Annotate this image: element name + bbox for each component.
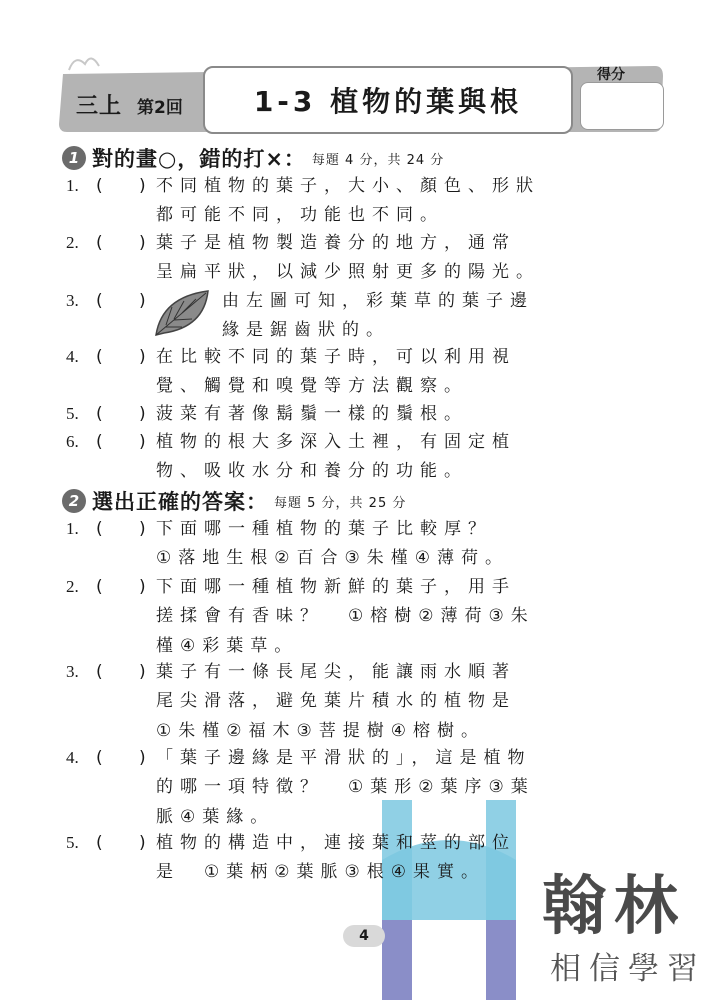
- question-text: 菠菜有著像鬍鬚一樣的鬚根。: [156, 404, 468, 424]
- answer-blank-close: ): [139, 833, 146, 853]
- question-text: 緣是鋸齒狀的。: [222, 320, 390, 340]
- answer-blank-close: ): [139, 662, 146, 682]
- answer-blank[interactable]: (: [96, 404, 103, 424]
- answer-blank-close: ): [139, 233, 146, 253]
- answer-blank-close: ): [139, 748, 146, 768]
- answer-blank[interactable]: (: [96, 176, 103, 196]
- lesson-title-text: 1-3 植物的葉與根: [253, 85, 523, 118]
- question-number: 1.: [66, 519, 79, 538]
- answer-blank[interactable]: (: [96, 748, 103, 768]
- question-options: 是 ①葉柄②葉脈③根④果實。: [156, 862, 485, 882]
- answer-blank-close: ): [139, 404, 146, 424]
- question-text: 不同植物的葉子，大小、顏色、形狀: [156, 176, 540, 196]
- answer-blank-close: ): [139, 432, 146, 452]
- question-text: 葉子有一條長尾尖，能讓雨水順著: [156, 662, 516, 682]
- question-text: 植物的構造中，連接葉和莖的部位: [156, 833, 516, 853]
- question-text: 「葉子邊緣是平滑狀的」，這是植物: [156, 748, 532, 768]
- question-text: 由左圖可知，彩葉草的葉子邊: [222, 291, 534, 311]
- answer-blank[interactable]: (: [96, 347, 103, 367]
- question-text: 下面哪一種植物新鮮的葉子，用手: [156, 577, 516, 597]
- section-title: 選出正確的答案：: [92, 490, 268, 514]
- question-text: 覺、觸覺和嗅覺等方法觀察。: [156, 376, 468, 396]
- section-2-heading: [62, 488, 406, 514]
- section-number-badge: 2: [62, 489, 86, 513]
- answer-blank[interactable]: (: [96, 432, 103, 452]
- question-text: 都可能不同，功能也不同。: [156, 205, 444, 225]
- page-number: 4: [343, 925, 385, 947]
- question-options: ①落地生根②百合③朱槿④薄荷。: [156, 548, 509, 568]
- score-label: 得分: [597, 67, 625, 83]
- question-text: 的哪一項特徵？ ①葉形②葉序③葉: [156, 777, 535, 797]
- lesson-title: [203, 66, 573, 134]
- question-options: 脈④葉緣。: [156, 807, 275, 827]
- question-options: 槿④彩葉草。: [156, 636, 299, 656]
- session-label: 第2回: [137, 98, 183, 118]
- brand-tagline: 相信學習: [550, 951, 706, 987]
- answer-blank[interactable]: (: [96, 833, 103, 853]
- answer-blank[interactable]: (: [96, 519, 103, 539]
- answer-blank[interactable]: (: [96, 577, 103, 597]
- question-number: 3.: [66, 662, 79, 681]
- question-number: 5.: [66, 404, 79, 423]
- question-text: 呈扁平狀，以減少照射更多的陽光。: [156, 262, 540, 282]
- answer-blank[interactable]: (: [96, 291, 103, 311]
- question-number: 3.: [66, 291, 79, 310]
- answer-blank-close: ): [139, 347, 146, 367]
- question-text: 尾尖滑落，避免葉片積水的植物是: [156, 691, 516, 711]
- question-number: 6.: [66, 432, 79, 451]
- score-box: [580, 82, 664, 130]
- question-number: 2.: [66, 577, 79, 596]
- question-number: 4.: [66, 748, 79, 767]
- section-number-badge: 1: [62, 146, 86, 170]
- question-number: 5.: [66, 833, 79, 852]
- answer-blank-close: ): [139, 519, 146, 539]
- grade-label: 三上: [76, 94, 123, 119]
- question-number: 1.: [66, 176, 79, 195]
- question-text: 物、吸收水分和養分的功能。: [156, 461, 468, 481]
- answer-blank-close: ): [139, 291, 146, 311]
- section-points: 每題 4 分，共 24 分: [311, 152, 445, 168]
- answer-blank-close: ): [139, 577, 146, 597]
- section-1-heading: [62, 145, 444, 171]
- brand-name: 翰林: [542, 870, 686, 944]
- question-number: 2.: [66, 233, 79, 252]
- answer-blank[interactable]: (: [96, 662, 103, 682]
- question-options: ①朱槿②福木③菩提樹④榕樹。: [156, 721, 485, 741]
- answer-blank[interactable]: (: [96, 233, 103, 253]
- question-number: 4.: [66, 347, 79, 366]
- question-text: 植物的根大多深入土裡，有固定植: [156, 432, 516, 452]
- answer-blank-close: ): [139, 176, 146, 196]
- question-text: 搓揉會有香味？ ①榕樹②薄荷③朱: [156, 606, 535, 626]
- question-text: 葉子是植物製造養分的地方，通常: [156, 233, 516, 253]
- question-text: 在比較不同的葉子時，可以利用視: [156, 347, 516, 367]
- leaf-illustration: [152, 287, 212, 339]
- section-title: 對的畫○，錯的打×：: [92, 147, 306, 171]
- section-points: 每題 5 分，共 25 分: [274, 495, 407, 511]
- question-text: 下面哪一種植物的葉子比較厚？: [156, 519, 492, 539]
